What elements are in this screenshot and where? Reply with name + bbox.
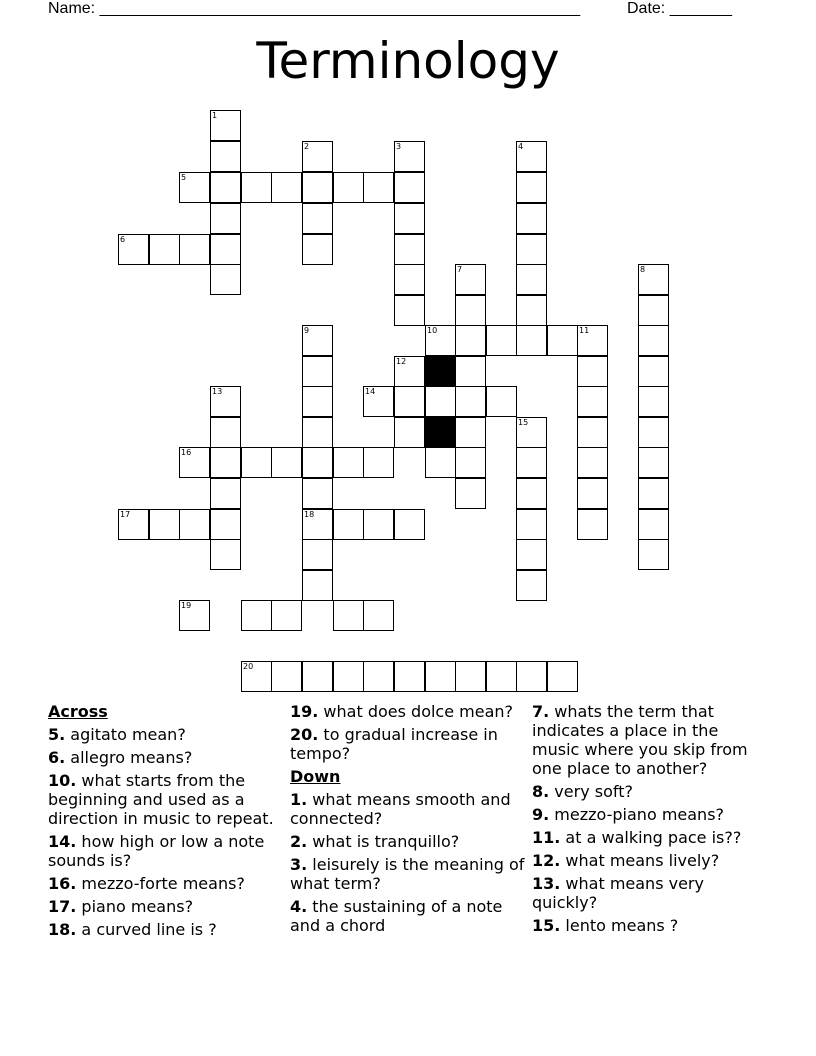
clue-number-label: 2: [304, 142, 310, 151]
grid-cell[interactable]: [638, 417, 669, 448]
grid-cell[interactable]: [210, 539, 241, 570]
grid-cell[interactable]: [455, 661, 486, 692]
grid-cell[interactable]: [333, 172, 364, 203]
clue-item: [48, 897, 283, 916]
clue-item: [48, 748, 283, 767]
grid-cell[interactable]: [638, 447, 669, 478]
clue-item: [290, 832, 525, 851]
clue-item: [48, 771, 283, 828]
grid-cell[interactable]: [455, 325, 486, 356]
grid-cell[interactable]: [577, 386, 608, 417]
clue-item: [290, 702, 525, 721]
clue-number-label: 6: [120, 235, 126, 244]
grid-cell[interactable]: [516, 295, 547, 326]
clue-number-label: 7: [457, 265, 463, 274]
grid-cell[interactable]: [394, 509, 425, 540]
grid-cell[interactable]: [455, 386, 486, 417]
clue-text: what means lively?: [560, 851, 720, 870]
clue-item: [532, 782, 767, 801]
grid-cell[interactable]: [394, 661, 425, 692]
grid-cell[interactable]: [455, 478, 486, 509]
clue-number: 11.: [532, 828, 561, 847]
grid-cell[interactable]: [486, 325, 517, 356]
clue-item: [290, 855, 525, 893]
grid-cell[interactable]: [302, 386, 333, 417]
clue-item: [290, 897, 525, 935]
clue-text: how high or low a note sounds is?: [48, 832, 265, 870]
clue-number: 16.: [48, 874, 77, 893]
clue-number: 2.: [290, 832, 308, 851]
grid-cell[interactable]: [638, 325, 669, 356]
grid-cell[interactable]: [302, 570, 333, 601]
grid-cell[interactable]: [455, 417, 486, 448]
clue-text: piano means?: [76, 897, 194, 916]
clue-text: whats the term that indicates a place in the music where you skip from one place to another?: [532, 702, 748, 778]
grid-cell[interactable]: [302, 447, 333, 478]
grid-cell[interactable]: [516, 661, 547, 692]
grid-cell[interactable]: [210, 478, 241, 509]
grid-cell[interactable]: [302, 417, 333, 448]
grid-cell[interactable]: [241, 447, 272, 478]
grid-cell[interactable]: [394, 203, 425, 234]
grid-cell[interactable]: [210, 447, 241, 478]
clue-text: allegro means?: [65, 748, 193, 767]
grid-cell[interactable]: [394, 172, 425, 203]
clue-item: [48, 725, 283, 744]
grid-cell[interactable]: [210, 141, 241, 172]
clue-item: [532, 916, 767, 935]
grid-cell[interactable]: [516, 264, 547, 295]
grid-cell[interactable]: [363, 172, 394, 203]
grid-cell[interactable]: [363, 661, 394, 692]
grid-cell[interactable]: [210, 417, 241, 448]
page-title: Terminology: [256, 32, 560, 90]
clue-number: 15.: [532, 916, 561, 935]
grid-cell[interactable]: [302, 234, 333, 265]
clue-number-label: 18: [304, 510, 315, 519]
clue-number-label: 10: [427, 326, 438, 335]
grid-cell[interactable]: [577, 478, 608, 509]
grid-cell[interactable]: [363, 600, 394, 631]
clue-item: [532, 874, 767, 912]
grid-cell[interactable]: [577, 356, 608, 387]
grid-cell[interactable]: [363, 509, 394, 540]
grid-cell[interactable]: [425, 661, 456, 692]
clue-number-label: 14: [365, 387, 376, 396]
grid-cell[interactable]: [149, 509, 180, 540]
clue-number-label: 15: [518, 418, 529, 427]
clue-item: [532, 828, 767, 847]
clue-number-label: 8: [640, 265, 646, 274]
grid-cell[interactable]: [302, 478, 333, 509]
grid-cell[interactable]: [302, 203, 333, 234]
grid-cell[interactable]: [333, 600, 364, 631]
clue-text: at a walking pace is??: [560, 828, 742, 847]
clue-item: [48, 874, 283, 893]
clues-column-1: [48, 702, 283, 943]
grid-cell[interactable]: [638, 509, 669, 540]
grid-cell[interactable]: [394, 295, 425, 326]
clue-number: 9.: [532, 805, 550, 824]
grid-cell[interactable]: [210, 234, 241, 265]
grid-cell[interactable]: [638, 295, 669, 326]
clue-number: 19.: [290, 702, 319, 721]
clue-number: 12.: [532, 851, 561, 870]
clue-text: leisurely is the meaning of what term?: [290, 855, 525, 893]
grid-cell[interactable]: [210, 203, 241, 234]
grid-cell[interactable]: [486, 661, 517, 692]
grid-cell[interactable]: [577, 447, 608, 478]
clue-number-label: 1: [212, 111, 218, 120]
clue-number-label: 20: [243, 662, 254, 671]
grid-cell[interactable]: [179, 234, 210, 265]
clue-text: what does dolce mean?: [318, 702, 514, 721]
grid-cell[interactable]: [638, 478, 669, 509]
clue-number: 20.: [290, 725, 319, 744]
clue-text: mezzo-forte means?: [76, 874, 245, 893]
grid-cell[interactable]: [516, 325, 547, 356]
clue-item: [48, 832, 283, 870]
clue-text: to gradual increase in tempo?: [290, 725, 498, 763]
clue-number-label: 9: [304, 326, 310, 335]
grid-cell[interactable]: [394, 264, 425, 295]
grid-cell[interactable]: [271, 172, 302, 203]
clue-number-label: 3: [396, 142, 402, 151]
clue-text: a curved line is ?: [76, 920, 217, 939]
grid-cell[interactable]: [302, 661, 333, 692]
clue-number-label: 5: [181, 173, 187, 182]
grid-cell[interactable]: [394, 417, 425, 448]
grid-cell[interactable]: [333, 661, 364, 692]
grid-cell[interactable]: [516, 172, 547, 203]
clue-number: 4.: [290, 897, 308, 916]
grid-cell[interactable]: [455, 295, 486, 326]
grid-cell[interactable]: [516, 509, 547, 540]
grid-cell[interactable]: [516, 539, 547, 570]
clue-number-label: 12: [396, 357, 407, 366]
grid-cell[interactable]: [394, 234, 425, 265]
name-field[interactable]: Name: ______________________________________________________: [48, 0, 581, 17]
grid-cell[interactable]: [425, 386, 456, 417]
grid-cell[interactable]: [638, 539, 669, 570]
clue-number: 18.: [48, 920, 77, 939]
clue-number-label: 19: [181, 601, 192, 610]
clue-number: 6.: [48, 748, 66, 767]
grid-cell[interactable]: [638, 356, 669, 387]
clue-text: what means smooth and connected?: [290, 790, 511, 828]
grid-cell[interactable]: [516, 234, 547, 265]
grid-cell[interactable]: [363, 447, 394, 478]
grid-cell[interactable]: [516, 203, 547, 234]
clue-number-label: 13: [212, 387, 223, 396]
grid-cell[interactable]: [271, 447, 302, 478]
grid-cell[interactable]: [210, 172, 241, 203]
clue-text: the sustaining of a note and a chord: [290, 897, 503, 935]
grid-cell[interactable]: [333, 447, 364, 478]
clue-text: mezzo-piano means?: [549, 805, 725, 824]
clue-item: [532, 805, 767, 824]
grid-cell[interactable]: [516, 447, 547, 478]
down-heading: Down: [290, 767, 341, 786]
grid-cell[interactable]: [302, 356, 333, 387]
grid-cell[interactable]: [179, 509, 210, 540]
clue-item: [290, 790, 525, 828]
grid-cell[interactable]: [547, 661, 578, 692]
grid-cell[interactable]: [455, 447, 486, 478]
clue-text: what starts from the beginning and used as a direction in music to repeat.: [48, 771, 274, 828]
grid-cell[interactable]: [210, 509, 241, 540]
clue-item: [532, 702, 767, 778]
black-cell: [425, 417, 456, 448]
clue-number: 8.: [532, 782, 550, 801]
grid-cell[interactable]: [638, 386, 669, 417]
clue-number-label: 4: [518, 142, 524, 151]
date-field[interactable]: Date: _______: [627, 0, 732, 17]
clue-text: what means very quickly?: [532, 874, 704, 912]
clue-number: 7.: [532, 702, 550, 721]
across-heading: Across: [48, 702, 108, 721]
grid-cell[interactable]: [486, 386, 517, 417]
grid-cell[interactable]: [241, 172, 272, 203]
clue-item: [290, 725, 525, 763]
clue-number: 3.: [290, 855, 308, 874]
grid-cell[interactable]: [577, 417, 608, 448]
black-cell: [425, 356, 456, 387]
clue-number-label: 11: [579, 326, 590, 335]
grid-cell[interactable]: [149, 234, 180, 265]
clue-number: 13.: [532, 874, 561, 893]
grid-cell[interactable]: [516, 570, 547, 601]
clue-number: 17.: [48, 897, 77, 916]
grid-cell[interactable]: [302, 172, 333, 203]
clue-number: 1.: [290, 790, 308, 809]
clue-text: lento means ?: [560, 916, 679, 935]
grid-cell[interactable]: [577, 509, 608, 540]
grid-cell[interactable]: [425, 447, 456, 478]
clue-text: very soft?: [549, 782, 633, 801]
grid-cell[interactable]: [302, 539, 333, 570]
clue-number-label: 16: [181, 448, 192, 457]
clue-item: [532, 851, 767, 870]
grid-cell[interactable]: [271, 661, 302, 692]
clue-number: 14.: [48, 832, 77, 851]
clues-column-2: [290, 702, 525, 939]
grid-cell[interactable]: [547, 325, 578, 356]
grid-cell[interactable]: [455, 356, 486, 387]
clue-text: what is tranquillo?: [307, 832, 460, 851]
grid-cell[interactable]: [516, 478, 547, 509]
clue-text: agitato mean?: [65, 725, 186, 744]
clue-number: 5.: [48, 725, 66, 744]
grid-cell[interactable]: [210, 264, 241, 295]
clues-column-3: [532, 702, 767, 939]
clue-number-label: 17: [120, 510, 131, 519]
grid-cell[interactable]: [394, 386, 425, 417]
clue-item: [48, 920, 283, 939]
grid-cell[interactable]: [241, 600, 272, 631]
grid-cell[interactable]: [271, 600, 302, 631]
clue-number: 10.: [48, 771, 77, 790]
grid-cell[interactable]: [333, 509, 364, 540]
